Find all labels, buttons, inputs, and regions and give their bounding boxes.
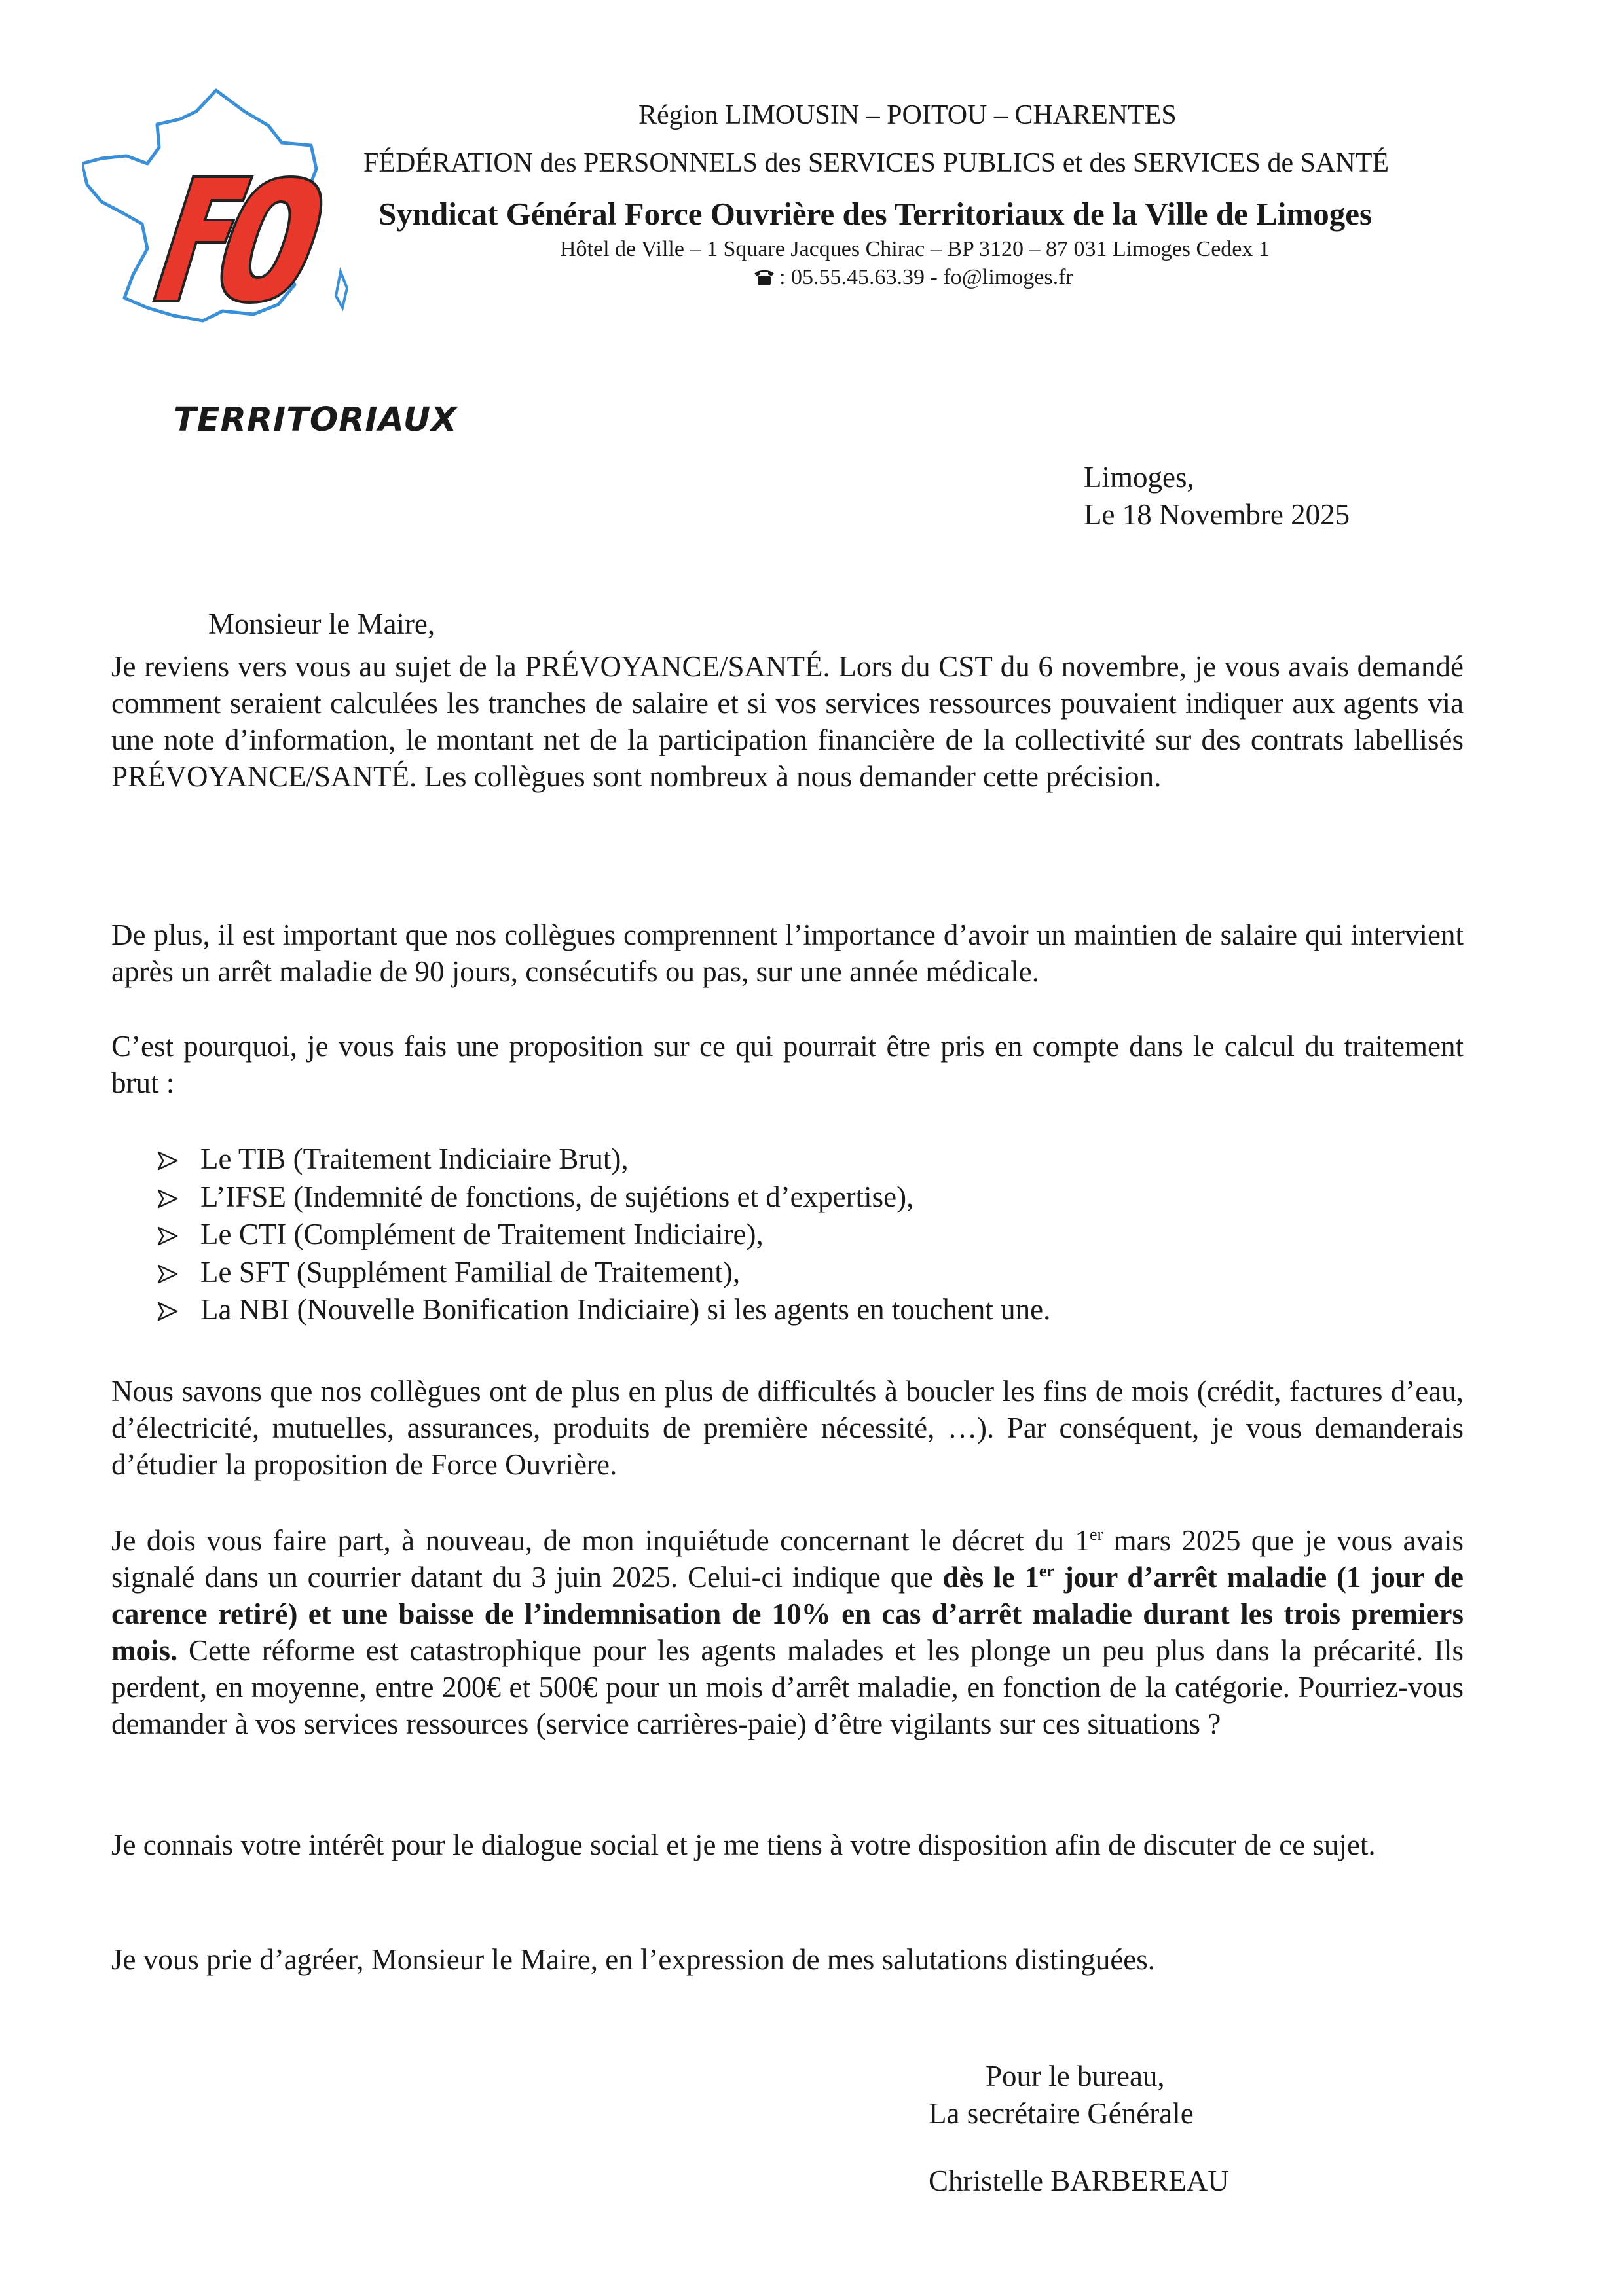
paragraph-difficultes: Nous savons que nos collègues ont de plus en plus de difficultés à boucler les fins de mois (crédit, factures d’eau, d’électricité, mutuelles, assurances, produits de première nécessité, …). Par conséquent, je vous demanderais d’étudier la proposition de Force Ouvrière. [111,1375,1464,1481]
list-item: Le TIB (Traitement Indiciaire Brut), [157,1140,1050,1178]
signature-role: La secrétaire Générale [929,2097,1194,2130]
header-region: Région LIMOUSIN – POITOU – CHARENTES [638,100,1177,130]
criteria-list [157,1140,1050,1329]
arrow-bullet-icon [157,1151,178,1171]
signature-name: Christelle BARBEREAU [929,2164,1229,2197]
header-federation: FÉDÉRATION des PERSONNELS des SERVICES PUBLICS et des SERVICES de SANTÉ [363,148,1390,178]
france-map-icon [82,85,409,367]
list-item: Le SFT (Supplément Familial de Traitement), [157,1254,1050,1292]
header-contact [753,265,1073,290]
header-syndicat: Syndicat Général Force Ouvrière des Territoriaux de la Ville de Limoges [378,196,1373,232]
telephone-icon [753,268,775,285]
arrow-bullet-icon [157,1189,178,1209]
letter-place: Limoges, [1084,461,1194,494]
header-address: Hôtel de Ville – 1 Square Jacques Chirac – BP 3120 – 87 031 Limoges Cedex 1 [560,237,1270,261]
list-item: L’IFSE (Indemnité de fonctions, de sujétions et d’expertise), [157,1178,1050,1216]
paragraph-maintien-salaire: De plus, il est important que nos collègues comprennent l’importance d’avoir un maintien de salaire qui intervient après un arrêt maladie de 90 jours, consécutifs ou pas, sur une année médicale. [111,919,1464,988]
arrow-bullet-icon [157,1264,178,1284]
fo-territoriaux-logo [82,85,458,439]
list-item: La NBI (Nouvelle Bonification Indiciaire) si les agents en touchent une. [157,1291,1050,1329]
logo-wordmark: TERRITORIAUX [174,401,458,439]
letter-date: Le 18 Novembre 2025 [1084,498,1350,531]
paragraph-dialogue-social: Je connais votre intérêt pour le dialogue social et je me tiens à votre disposition afin de discuter de ce sujet. [111,1829,1376,1861]
paragraph-closing: Je vous prie d’agréer, Monsieur le Maire, en l’expression de mes salutations distinguées. [111,1943,1156,1976]
salutation: Monsieur le Maire, [208,608,435,640]
fo-letters-icon [153,177,328,302]
arrow-bullet-icon [157,1226,178,1246]
signature-bureau: Pour le bureau, [986,2060,1165,2092]
paragraph-proposition: C’est pourquoi, je vous fais une proposition sur ce qui pourrait être pris en compte dans le calcul du traitement brut : [111,1030,1464,1099]
paragraph-prevoyance: Je reviens vers vous au sujet de la PRÉVOYANCE/SANTÉ. Lors du CST du 6 novembre, je vous avais demandé comment seraient calculées les tranches de salaire et si vos services ressources pouvaient indiquer aux agents via une note d’information, le montant net de la participation financière de la collectivité sur des contrats labellisés PRÉVOYANCE/SANTÉ. Les collègues sont nombreux à nous demander cette précision. [111,650,1464,793]
list-item: Le CTI (Complément de Traitement Indiciaire), [157,1216,1050,1254]
paragraph-decret: Je dois vous faire part, à nouveau, de mon inquiétude concernant le décret du 1er mars 2025 que je vous avais signalé dans un courrier datant du 3 juin 2025. Celui-ci indique que dès le 1er jour d’arrêt maladie (1 jour de carence retiré) et une baisse de l’indemnisation de 10% en cas d’arrêt maladie durant les trois premiers mois. Cette réforme est catastrophique pour les agents malades et les plonge un peu plus dans la précarité. Ils perdent, en moyenne, entre 200€ et 500€ pour un mois d’arrêt maladie, en fonction de la catégorie. Pourriez-vous demander à vos services ressources (service carrières-paie) d’être vigilants sur ces situations ? [111,1524,1464,1740]
contact-text: : 05.55.45.63.39 - fo@limoges.fr [779,265,1073,289]
arrow-bullet-icon [157,1302,178,1321]
